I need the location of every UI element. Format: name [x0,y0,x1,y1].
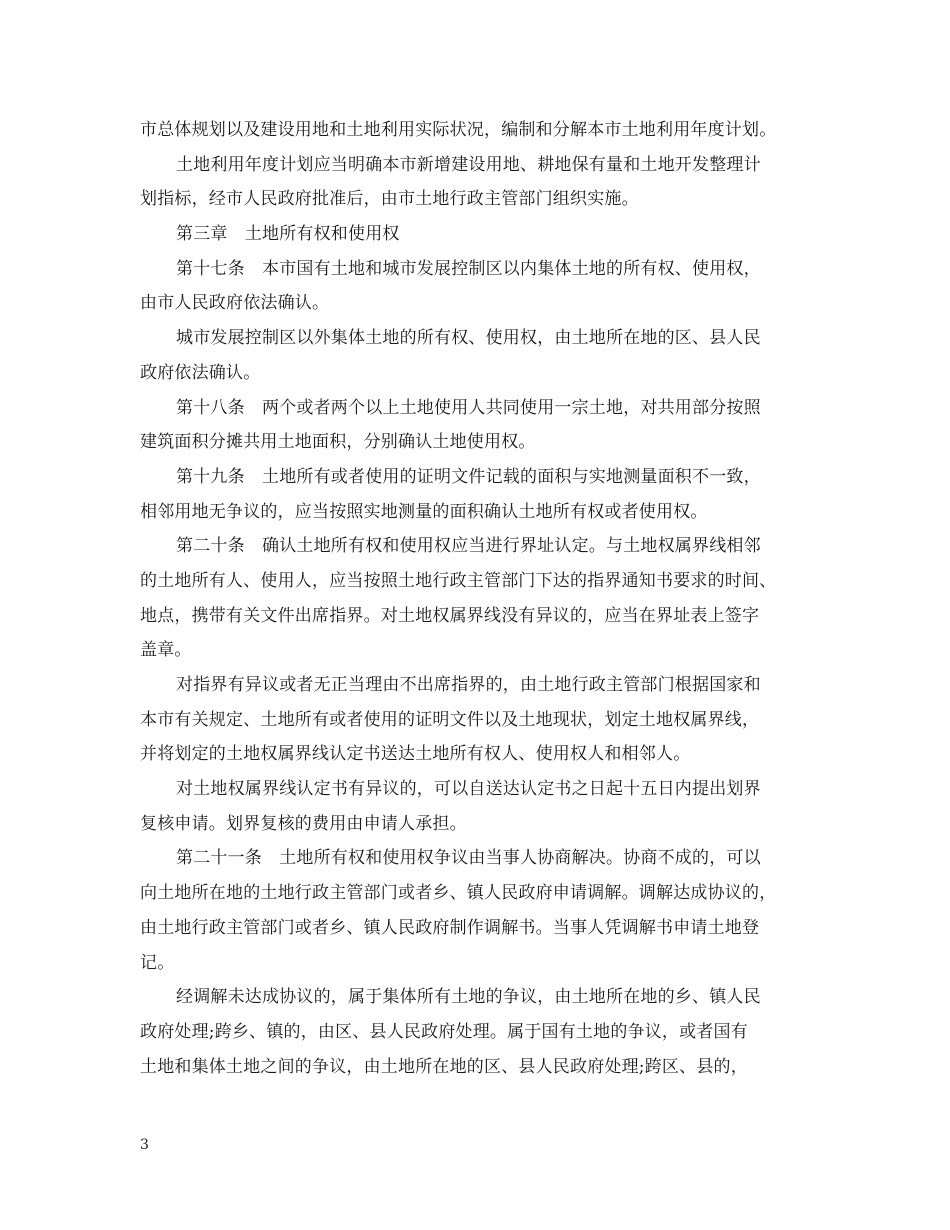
text-line: 第二十一条 土地所有权和使用权争议由当事人协商解决。协商不成的，可以 [176,848,761,869]
text-line: 建筑面积分摊共用土地面积，分别确认土地使用权。 [140,432,536,453]
text-line: 第十七条 本市国有土地和城市发展控制区以内集体土地的所有权、使用权， [176,258,761,279]
text-line: 第十八条 两个或者两个以上土地使用人共同使用一宗土地，对共用部分按照 [176,397,761,418]
text-line: 向土地所在地的土地行政主管部门或者乡、镇人民政府申请调解。调解达成协议的， [140,883,777,904]
text-line: 第十九条 土地所有或者使用的证明文件记载的面积与实地测量面积不一致， [176,466,761,487]
text-line: 复核申请。划界复核的费用由申请人承担。 [140,813,467,834]
body-text [140,113,820,1084]
text-line: 土地和集体土地之间的争议，由土地所在地的区、县人民政府处理;跨区、县的， [140,1056,748,1077]
text-line: 土地利用年度计划应当明确本市新增建设用地、耕地保有量和土地开发整理计 [176,154,761,175]
text-line: 经调解未达成协议的，属于集体所有土地的争议，由土地所在地的乡、镇人民 [176,987,761,1008]
text-line: 由市人民政府依法确认。 [140,293,330,314]
text-line: 第三章 土地所有权和使用权 [176,224,400,245]
text-line: 的土地所有人、使用人，应当按照土地行政主管部门下达的指界通知书要求的时间、 [140,570,777,591]
page-number: 3 [140,1137,149,1153]
text-line: 记。 [140,952,175,973]
text-line: 本市有关规定、土地所有或者使用的证明文件以及土地现状，划定土地权属界线， [140,709,760,730]
text-line: 相邻用地无争议的，应当按照实地测量的面积确认土地所有权或者使用权。 [140,501,708,522]
text-line: 对土地权属界线认定书有异议的，可以自送达认定书之日起十五日内提出划界 [176,779,761,800]
text-line: 政府依法确认。 [140,362,261,383]
text-line: 第二十条 确认土地所有权和使用权应当进行界址认定。与土地权属界线相邻 [176,536,761,557]
text-line: 并将划定的土地权属界线认定书送达土地所有权人、使用权人和相邻人。 [140,744,691,765]
text-line: 盖章。 [140,640,192,661]
text-line: 政府处理;跨乡、镇的，由区、县人民政府处理。属于国有土地的争议，或者国有 [140,1021,748,1042]
text-line: 对指界有异议或者无正当理由不出席指界的，由土地行政主管部门根据国家和 [176,675,761,695]
text-line: 地点，携带有关文件出席指界。对土地权属界线没有异议的，应当在界址表上签字 [140,605,760,626]
text-line: 市总体规划以及建设用地和土地利用实际状况，编制和分解本市土地利用年度计划。 [140,120,777,140]
text-line: 由土地行政主管部门或者乡、镇人民政府制作调解书。当事人凭调解书申请土地登 [140,917,760,938]
text-line: 城市发展控制区以外集体土地的所有权、使用权，由土地所在地的区、县人民 [176,328,761,349]
text-line: 划指标，经市人民政府批准后，由市土地行政主管部门组织实施。 [140,189,639,210]
